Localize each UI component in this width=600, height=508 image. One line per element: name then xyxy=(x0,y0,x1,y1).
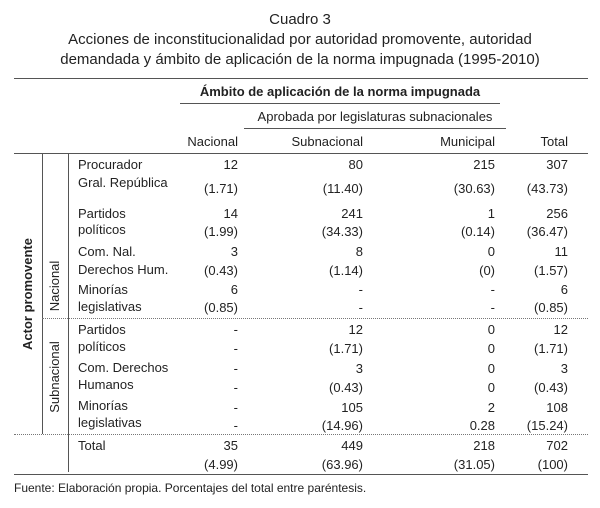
cell-partidos-sub-sub: 12 xyxy=(348,322,363,337)
cell-partidos-nac-nac-pct: (1.99) xyxy=(204,224,238,239)
cell-minorias-nac-sub: - xyxy=(358,282,363,297)
top-rule xyxy=(14,78,588,79)
row-comnal-label-2: Derechos Hum. xyxy=(78,262,169,277)
cell-comder-sub: 3 xyxy=(355,361,363,376)
cell-partidos-sub-mun: 0 xyxy=(487,322,495,337)
col-total: Total xyxy=(540,134,568,149)
cell-total-tot: 702 xyxy=(546,438,568,453)
cell-minorias-sub-tot: 108 xyxy=(546,400,568,415)
cell-comder-tot: 3 xyxy=(560,361,568,376)
cell-minorias-nac-nac: 6 xyxy=(230,282,238,297)
cell-comder-nac-pct: - xyxy=(233,380,238,395)
cell-minorias-nac-mun: - xyxy=(490,282,495,297)
cell-procurador-tot: 307 xyxy=(546,157,568,172)
cell-comder-tot-pct: (0.43) xyxy=(534,380,568,395)
cell-partidos-sub-nac: - xyxy=(233,322,238,337)
cell-partidos-nac-mun-pct: (0.14) xyxy=(461,224,495,239)
cell-comnal-nac-pct: (0.43) xyxy=(204,263,238,278)
cell-partidos-sub-tot: 12 xyxy=(553,322,568,337)
row-minorias-sub-label-2: legislativas xyxy=(78,415,142,430)
cell-partidos-sub-mun-pct: 0 xyxy=(487,341,495,356)
row-minorias-nac-label-2: legislativas xyxy=(78,299,142,314)
title-line-1: Cuadro 3 xyxy=(269,11,331,28)
cell-comnal-sub: 8 xyxy=(355,244,363,259)
cell-partidos-nac-nac: 14 xyxy=(223,206,238,221)
total-divider xyxy=(14,434,588,435)
cell-comnal-tot: 11 xyxy=(554,244,568,259)
cell-comnal-mun-pct: (0) xyxy=(479,263,495,278)
cell-minorias-sub-nac-pct: - xyxy=(233,418,238,433)
title-line-2: Acciones de inconstitucionalidad por autoridad promovente, autoridad xyxy=(68,31,532,48)
cell-minorias-sub-mun-pct: 0.28 xyxy=(469,418,495,433)
cell-partidos-nac-mun: 1 xyxy=(487,206,495,221)
col-nacional: Nacional xyxy=(187,134,238,149)
cell-partidos-nac-sub-pct: (34.33) xyxy=(321,224,363,239)
cell-comder-mun: 0 xyxy=(487,361,495,376)
cell-procurador-sub-pct: (11.40) xyxy=(322,181,363,196)
header-ambito: Ámbito de aplicación de la norma impugnada xyxy=(199,84,481,99)
cell-partidos-sub-tot-pct: (1.71) xyxy=(534,341,568,356)
cell-procurador-mun: 215 xyxy=(473,157,495,172)
side-label-nacional: Nacional xyxy=(47,260,62,312)
cell-total-nac-pct: (4.99) xyxy=(204,457,238,472)
cell-minorias-nac-mun-pct: - xyxy=(490,300,495,315)
row-partidos-nac-label-2: políticos xyxy=(78,222,126,237)
cell-partidos-nac-tot-pct: (36.47) xyxy=(526,224,568,239)
cell-procurador-nac: 12 xyxy=(223,157,238,172)
cell-comder-mun-pct: 0 xyxy=(487,380,495,395)
col-subnacional: Subnacional xyxy=(291,134,363,149)
title-line-3: demandada y ámbito de aplicación de la norma impugnada (1995-2010) xyxy=(60,51,540,68)
cell-total-sub-pct: (63.96) xyxy=(321,457,363,472)
cell-minorias-nac-tot-pct: (0.85) xyxy=(534,300,568,315)
cell-comnal-nac: 3 xyxy=(230,244,238,259)
side-divider-actor xyxy=(42,154,43,434)
row-comder-label-1: Com. Derechos xyxy=(78,360,169,375)
side-label-actor: Actor promovente xyxy=(20,238,35,350)
cell-procurador-mun-pct: (30.63) xyxy=(453,181,495,196)
cell-comnal-sub-pct: (1.14) xyxy=(329,263,363,278)
row-partidos-nac-label-1: Partidos xyxy=(78,206,126,221)
cell-minorias-sub-sub: 105 xyxy=(341,400,363,415)
row-partidos-sub-label-1: Partidos xyxy=(78,322,126,337)
row-comnal-label-1: Com. Nal. xyxy=(78,244,136,259)
cell-minorias-sub-nac: - xyxy=(233,400,238,415)
cell-procurador-nac-pct: (1.71) xyxy=(204,181,238,196)
cell-procurador-tot-pct: (43.73) xyxy=(526,181,568,196)
cell-comnal-mun: 0 xyxy=(487,244,495,259)
row-procurador-label-2: Gral. República xyxy=(78,175,168,190)
cell-total-mun: 218 xyxy=(473,438,495,453)
source-note: Fuente: Elaboración propia. Porcentajes del total entre paréntesis. xyxy=(14,481,367,495)
group-divider xyxy=(42,318,588,319)
side-divider-groups xyxy=(68,154,69,472)
side-label-subnacional: Subnacional xyxy=(47,341,62,413)
cell-total-sub: 449 xyxy=(341,438,363,453)
row-procurador-label-1: Procurador xyxy=(78,157,143,172)
header-aprobada: Aprobada por legislaturas subnacionales xyxy=(257,109,493,124)
cell-procurador-sub: 80 xyxy=(348,157,363,172)
cell-partidos-sub-nac-pct: - xyxy=(233,341,238,356)
header-aprobada-underline xyxy=(244,128,506,129)
cell-total-nac: 35 xyxy=(223,438,238,453)
cell-minorias-sub-mun: 2 xyxy=(487,400,495,415)
cell-minorias-nac-nac-pct: (0.85) xyxy=(204,300,238,315)
cell-partidos-sub-sub-pct: (1.71) xyxy=(329,341,363,356)
cell-total-mun-pct: (31.05) xyxy=(453,457,495,472)
row-partidos-sub-label-2: políticos xyxy=(78,339,126,354)
cell-comnal-tot-pct: (1.57) xyxy=(534,263,568,278)
cell-partidos-nac-sub: 241 xyxy=(341,206,363,221)
row-total-label: Total xyxy=(78,438,106,453)
row-minorias-sub-label-1: Minorías xyxy=(78,398,128,413)
cell-comder-nac: - xyxy=(233,361,238,376)
cell-minorias-sub-tot-pct: (15.24) xyxy=(526,418,568,433)
row-minorias-nac-label-1: Minorías xyxy=(78,282,128,297)
cell-minorias-sub-sub-pct: (14.96) xyxy=(321,418,363,433)
cell-minorias-nac-tot: 6 xyxy=(560,282,568,297)
row-comder-label-2: Humanos xyxy=(78,377,134,392)
col-municipal: Municipal xyxy=(440,134,495,149)
cell-total-tot-pct: (100) xyxy=(537,457,568,472)
header-ambito-underline xyxy=(180,103,500,104)
bottom-rule xyxy=(14,474,588,475)
cell-partidos-nac-tot: 256 xyxy=(546,206,568,221)
header-bottom-rule xyxy=(14,153,588,154)
cell-minorias-nac-sub-pct: - xyxy=(358,300,363,315)
cell-comder-sub-pct: (0.43) xyxy=(329,380,363,395)
